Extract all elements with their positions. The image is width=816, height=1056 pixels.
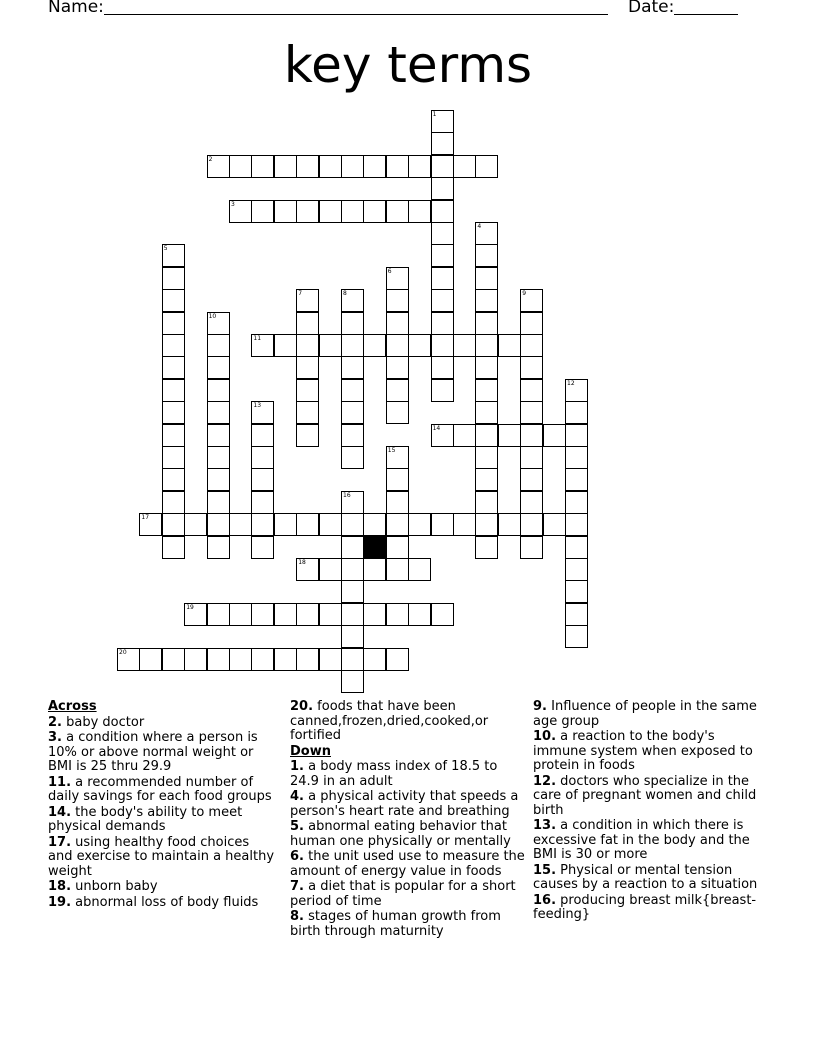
crossword-cell[interactable] [251,603,274,626]
crossword-cell[interactable] [453,334,476,357]
crossword-cell[interactable] [475,446,498,469]
crossword-cell[interactable] [386,379,409,402]
crossword-cell[interactable] [475,379,498,402]
crossword-cell[interactable] [319,200,342,223]
crossword-cell[interactable] [229,513,252,536]
crossword-cell[interactable] [386,267,409,290]
crossword-cell[interactable] [363,200,386,223]
crossword-cell[interactable] [565,625,588,648]
crossword-cell[interactable] [431,200,454,223]
cell-number: 19 [186,603,194,611]
crossword-cell[interactable] [117,648,140,671]
crossword-cell[interactable] [274,334,297,357]
crossword-cell[interactable] [162,513,185,536]
crossword-cell[interactable] [431,312,454,335]
clue-down-9: 9. Influence of people in the same age group [533,699,757,729]
cell-number: 13 [253,402,262,410]
crossword-cell[interactable] [386,289,409,312]
crossword-cell[interactable] [341,580,364,603]
crossword-cell[interactable] [341,670,364,693]
crossword-cell[interactable] [207,424,230,447]
crossword-cell[interactable] [251,401,274,424]
clue-down-10: 10. a reaction to the body's immune system when exposed to protein in foods [533,729,753,773]
crossword-cell[interactable] [520,312,543,335]
crossword-cell[interactable] [162,312,185,335]
crossword-cell[interactable] [251,446,274,469]
clue-down-5: 5. abnormal eating behavior that human one physically or mentally [290,819,511,849]
crossword-cell[interactable] [520,356,543,379]
crossword-cell[interactable] [296,356,319,379]
crossword-cell[interactable] [162,648,185,671]
crossword-cell[interactable] [296,379,319,402]
crossword-cell[interactable] [341,356,364,379]
crossword-cell[interactable] [296,312,319,335]
crossword-cell[interactable] [274,603,297,626]
crossword-cell[interactable] [341,491,364,514]
crossword-cell[interactable] [520,424,543,447]
crossword-cell[interactable] [386,446,409,469]
crossword-cell[interactable] [453,424,476,447]
crossword-cell[interactable] [341,536,364,559]
cell-number: 10 [208,312,217,320]
crossword-cell[interactable] [207,334,230,357]
crossword-cell[interactable] [386,312,409,335]
crossword-cell[interactable] [408,513,431,536]
crossword-cell[interactable] [565,603,588,626]
crossword-cell[interactable] [565,424,588,447]
crossword-cell[interactable] [162,468,185,491]
crossword-cell[interactable] [363,334,386,357]
cell-number: 15 [387,447,396,454]
crossword-cell[interactable] [431,379,454,402]
crossword-cell[interactable] [207,648,230,671]
crossword-cell[interactable] [386,603,409,626]
crossword-cell[interactable] [162,289,185,312]
crossword-cell[interactable] [565,401,588,424]
crossword-cell[interactable] [162,267,185,290]
crossword-cell[interactable] [207,603,230,626]
crossword-cell[interactable] [475,289,498,312]
crossword-cell[interactable] [319,334,342,357]
crossword-cell[interactable] [162,244,185,267]
crossword-cell[interactable] [296,289,319,312]
crossword-cell[interactable] [184,603,207,626]
crossword-cell[interactable] [431,356,454,379]
crossword-cell[interactable] [229,603,252,626]
crossword-cell[interactable] [565,513,588,536]
clue-across-2: 2. baby doctor [48,714,145,730]
clue-down-7: 7. a diet that is popular for a short period of time [290,879,516,909]
crossword-cell[interactable] [475,491,498,514]
cell-number: 16 [343,491,351,499]
crossword-cell[interactable] [475,536,498,559]
crossword-cell[interactable] [565,446,588,469]
crossword-cell[interactable] [296,648,319,671]
clue-down-4: 4. a physical activity that speeds a person's heart rate and breathing [290,789,519,819]
cell-number: 7 [298,290,303,298]
crossword-cell[interactable] [565,379,588,402]
crossword-cell[interactable] [251,468,274,491]
cell-number: 14 [432,424,441,432]
clue-across-3: 3. a condition where a person is 10% or above normal weight or BMI is 25 thru 29.9 [48,730,258,774]
crossword-cell[interactable] [229,155,252,178]
crossword-cell[interactable] [565,468,588,491]
crossword-cell[interactable] [431,177,454,200]
crossword-cell[interactable] [475,356,498,379]
crossword-cell[interactable] [319,603,342,626]
crossword-cell[interactable] [251,424,274,447]
crossword-cell[interactable] [386,401,409,424]
crossword-cell[interactable] [162,424,185,447]
crossword-cell[interactable] [520,536,543,559]
crossword-cell[interactable] [184,648,207,671]
crossword-cell[interactable] [251,334,274,357]
crossword-cell[interactable] [565,558,588,581]
cell-number: 8 [343,290,347,298]
crossword-cell[interactable] [207,513,230,536]
crossword-cell[interactable] [408,200,431,223]
crossword-cell[interactable] [251,491,274,514]
clue-down-12: 12. doctors who specialize in the care of pregnant women and child birth [533,773,757,818]
crossword-cell[interactable] [274,513,297,536]
crossword-cell[interactable] [162,379,185,402]
crossword-cell[interactable] [431,603,454,626]
cell-number: 5 [163,245,168,253]
crossword-cell[interactable] [341,334,364,357]
crossword-cell[interactable] [520,513,543,536]
crossword-cell[interactable] [139,648,162,671]
clues-column-2 [290,700,526,940]
clue-down-8: 8. stages of human growth from birth through maturnity [290,909,501,939]
crossword-cell[interactable] [453,155,476,178]
crossword-cell[interactable] [341,446,364,469]
crossword-cell[interactable] [475,513,498,536]
crossword-cell[interactable] [498,334,521,357]
crossword-cell[interactable] [431,267,454,290]
crossword-cell[interactable] [431,110,454,133]
crossword-cell[interactable] [207,379,230,402]
crossword-cell[interactable] [296,155,319,178]
cell-number: 1 [432,111,437,118]
crossword-cell[interactable] [386,200,409,223]
crossword-cell[interactable] [475,222,498,245]
cell-number: 2 [208,155,213,163]
crossword-cell[interactable] [408,334,431,357]
crossword-cell[interactable] [520,491,543,514]
crossword-cell[interactable] [341,289,364,312]
cell-number: 12 [567,379,575,387]
crossword-cell[interactable] [296,558,319,581]
crossword-cell[interactable] [184,513,207,536]
crossword-cell[interactable] [207,401,230,424]
crossword-cell[interactable] [431,222,454,245]
date-label: Date: [628,0,675,17]
crossword-cell[interactable] [139,513,162,536]
crossword-cell[interactable] [386,468,409,491]
crossword-cell[interactable] [498,513,521,536]
crossword-cell[interactable] [475,401,498,424]
clue-across-18: 18. unborn baby [48,879,158,894]
crossword-cell[interactable] [520,446,543,469]
crossword-cell[interactable] [386,513,409,536]
crossword-cell[interactable] [341,648,364,671]
crossword-cell[interactable] [274,200,297,223]
crossword-cell[interactable] [341,200,364,223]
crossword-cell[interactable] [386,648,409,671]
crossword-cell[interactable] [341,513,364,536]
crossword-cell[interactable] [565,536,588,559]
crossword-cell[interactable] [408,603,431,626]
crossword-cell[interactable] [296,424,319,447]
crossword-cell[interactable] [251,155,274,178]
clue-down-16: 16. producing breast milk{breast-feeding} [533,892,757,922]
crossword-cell[interactable] [296,334,319,357]
crossword-cell[interactable] [229,200,252,223]
name-label: Name: [48,0,104,17]
clue-across-11: 11. a recommended number of daily savings for each food groups [48,774,272,804]
crossword-cell[interactable] [520,468,543,491]
crossword-cell[interactable] [431,289,454,312]
crossword-cell[interactable] [229,648,252,671]
crossword-cell[interactable] [431,513,454,536]
crossword-cell[interactable] [408,155,431,178]
crossword-cell[interactable] [475,468,498,491]
cell-number: 3 [231,200,235,208]
crossword-cell[interactable] [319,513,342,536]
clue-down-15: 15. Physical or mental tension causes by a reaction to a situation [533,862,758,892]
cell-number: 4 [477,223,482,230]
crossword-cell[interactable] [341,155,364,178]
crossword-cell[interactable] [319,155,342,178]
crossword-cell[interactable] [520,379,543,402]
crossword-cell[interactable] [565,491,588,514]
crossword-cell[interactable] [475,267,498,290]
crossword-cell[interactable] [543,513,566,536]
crossword-cell[interactable] [341,603,364,626]
crossword-cell[interactable] [431,155,454,178]
crossword-cell[interactable] [207,155,230,178]
crossword-cell[interactable] [207,312,230,335]
crossword-cell[interactable] [386,558,409,581]
cell-number: 20 [119,648,127,656]
crossword-cell[interactable] [207,446,230,469]
crossword-cell[interactable] [162,491,185,514]
crossword-cell[interactable] [319,558,342,581]
crossword-cell[interactable] [431,132,454,155]
across-heading: Across [48,699,97,714]
crossword-cell[interactable] [431,424,454,447]
crossword-cell[interactable] [386,334,409,357]
crossword-cell[interactable] [520,334,543,357]
crossword-cell[interactable] [207,491,230,514]
crossword-cell[interactable] [498,424,521,447]
crossword-cell[interactable] [408,558,431,581]
crossword-cell[interactable] [296,513,319,536]
cell-number: 9 [522,290,527,298]
crossword-cell[interactable] [431,334,454,357]
crossword-cell[interactable] [162,536,185,559]
crossword-cell[interactable] [341,625,364,648]
black-cell [363,536,386,559]
clue-across-14: 14. the body's ability to meet physical demands [48,804,243,834]
crossword-cell[interactable] [475,155,498,178]
crossword-cell[interactable] [453,513,476,536]
crossword-cell[interactable] [251,200,274,223]
cell-number: 18 [298,559,306,566]
crossword-cell[interactable] [341,379,364,402]
crossword-cell[interactable] [251,536,274,559]
crossword-cell[interactable] [475,312,498,335]
crossword-cell[interactable] [319,648,342,671]
crossword-cell[interactable] [162,446,185,469]
crossword-cell[interactable] [386,155,409,178]
crossword-cell[interactable] [207,536,230,559]
crossword-cell[interactable] [296,603,319,626]
crossword-cell[interactable] [341,401,364,424]
crossword-cell[interactable] [475,424,498,447]
page-title: key terms [283,36,533,94]
crossword-cell[interactable] [363,513,386,536]
cell-number: 11 [253,335,262,342]
clues-column-1 [48,700,276,911]
crossword-cell[interactable] [162,334,185,357]
crossword-cell[interactable] [386,536,409,559]
crossword-cell[interactable] [251,648,274,671]
cell-number: 6 [387,267,392,275]
clue-down-13: 13. a condition in which there is excessive fat in the body and the BMI is 30 or more [533,818,750,862]
crossword-cell[interactable] [162,356,185,379]
crossword-cell[interactable] [207,468,230,491]
crossword-cell[interactable] [386,356,409,379]
crossword-cell[interactable] [162,401,185,424]
clue-across-17: 17. using healthy food choices and exercise to maintain a healthy weight [48,834,275,879]
clue-down-6: 6. the unit used use to measure the amount of energy value in foods [290,849,525,879]
crossword-cell[interactable] [274,648,297,671]
clues-column-3 [533,700,763,924]
crossword-cell[interactable] [207,356,230,379]
clue-down-1: 1. a body mass index of 18.5 to 24.9 in an adult [290,759,498,789]
crossword-cell[interactable] [565,580,588,603]
down-heading: Down [290,743,331,759]
crossword-cell[interactable] [543,424,566,447]
crossword-cell[interactable] [520,401,543,424]
crossword-cell[interactable] [341,424,364,447]
crossword-cell[interactable] [341,312,364,335]
crossword-cell[interactable] [475,334,498,357]
crossword-cell[interactable] [296,401,319,424]
crossword-cell[interactable] [431,244,454,267]
crossword-cell[interactable] [341,558,364,581]
cell-number: 17 [141,514,150,522]
crossword-cell[interactable] [274,155,297,178]
clue-across-19: 19. abnormal loss of body fluids [48,894,259,910]
crossword-cell[interactable] [363,558,386,581]
crossword-cell[interactable] [363,603,386,626]
clue-across-20: 20. foods that have been canned,frozen,dried,cooked,or fortified [290,699,489,743]
crossword-cell[interactable] [363,155,386,178]
crossword-cell[interactable] [296,200,319,223]
crossword-cell[interactable] [475,244,498,267]
crossword-cell[interactable] [520,289,543,312]
crossword-cell[interactable] [363,648,386,671]
crossword-cell[interactable] [386,491,409,514]
crossword-cell[interactable] [251,513,274,536]
